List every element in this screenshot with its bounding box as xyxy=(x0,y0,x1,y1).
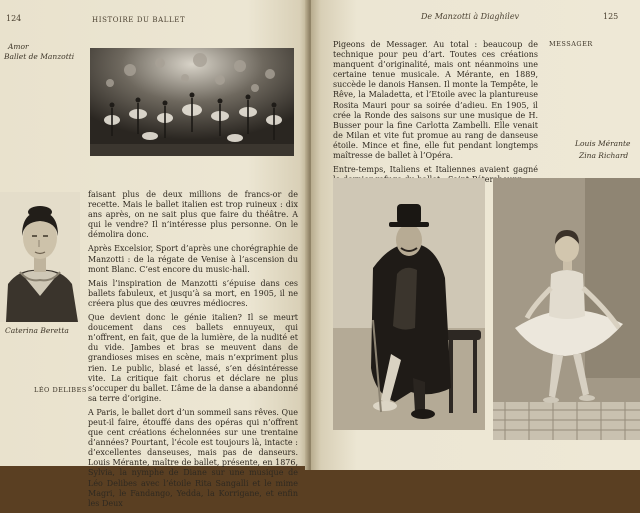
right-paragraph-2: Entre-temps, Italiens et Italiennes avaient gagné Saint-Pétersbourg. xyxy=(333,165,538,185)
sidenote-messager: MESSAGER xyxy=(549,40,593,48)
left-paragraph-2: Après Excelsior, Sport d’après une chorégraphie de Manzotti : de la régate de Venise à l’ascension du mont Blanc. C’est encore du music-hall. xyxy=(88,244,298,274)
left-page xyxy=(0,0,309,508)
right-page-number: 125 xyxy=(603,12,619,21)
caterina-beretta-portrait xyxy=(0,192,80,322)
left-running-head: HISTOIRE DU BALLET xyxy=(92,16,186,24)
caption-amor-title: Amor xyxy=(8,42,29,51)
right-running-head: De Manzotti à Diaghilev xyxy=(421,12,520,21)
right-body-text xyxy=(333,40,538,189)
left-paragraph-1: faisant plus de deux millions de francs-or de recette. Mais le ballet italien est trop ruineux : dix ans après, on ne sait plus que faire du théâtre. A qui le vendre? Il n’intéresse plus personne. On le démolira donc. xyxy=(88,190,298,240)
left-paragraph-5: A Paris, le ballet dort d’un sommeil sans rêves. Que peut-il faire, étouffé dans des opéras qui n’offrent que cent créations échelonnées sur une trentaine d’années? Pourtant, l’école est toujours là, intacte : d’excellentes danseuses, mais pas de danseurs. Louis Mérante, maître de ballet, présente, en 1876, Sylvia, la nymphe de Diane sur une musique de Léo Delibes avec l’étoile Rita Sangalli et le mime Magri, le Fandango, Yedda, la Korrigane, et enfin les Deux xyxy=(88,407,298,508)
caption-caterina-beretta: Caterina Beretta xyxy=(5,326,69,335)
left-paragraph-4: Que devient donc le génie italien? Il se meurt doucement dans ces ballets ennuyeux, qui n’offrent, en fait, que de la lumière, de la nudité et du vide. Jambes et bras se meuvent dans de grandioses mises en scène, mais n’expriment plus rien. Le public, blasé et lassé, s’en désintéresse vite. La critique fait chorus et déclare ne plus s’occuper du ballet. L’âme de la danse a abandonné sa terre d’origine. xyxy=(88,313,298,403)
left-page-number: 124 xyxy=(6,14,22,23)
left-body-text xyxy=(88,190,298,513)
left-paragraph-3: Mais l’inspiration de Manzotti s’épuise dans ces ballets fabuleux, et jusqu’à sa mort, en 1905, il ne créera plus que des œuvres médiocres. xyxy=(88,278,298,308)
right-page xyxy=(311,0,640,470)
caption-louis-merante: Louis Mérante xyxy=(575,139,631,148)
right-paragraph-1: Pigeons de Messager. Au total : beaucoup de technique pour peu d’art. Toutes ces créations manquent d’originalité, mais ont néanmoins une certaine tenue musicale. A Mérante, en 1889, succède le danois Hansen. Il monte la Tempête, le Rêve, la Maladetta, et l’Etoile avec la plantureuse Rosita Mauri pour sa soirée d’adieu. En 1905, il crée la Ronde des saisons sur une musique de H. Busser pour la fine Carlotta Zambelli. Elle venait de Milan et vite fut promue au rang de danseuse étoile. Mince et fine, elle fut pendant longtemps maîtresse de ballet à l’Opéra. xyxy=(333,40,538,161)
caption-amor-subtitle: Ballet de Manzotti xyxy=(4,52,75,61)
caption-zina-richard: Zina Richard xyxy=(579,151,629,160)
louis-merante-photo xyxy=(333,178,485,430)
sidenote-leo-delibes: LÉO DELIBES xyxy=(34,386,87,394)
zina-richard-photo xyxy=(493,178,640,440)
amor-ballet-photo xyxy=(90,48,294,156)
